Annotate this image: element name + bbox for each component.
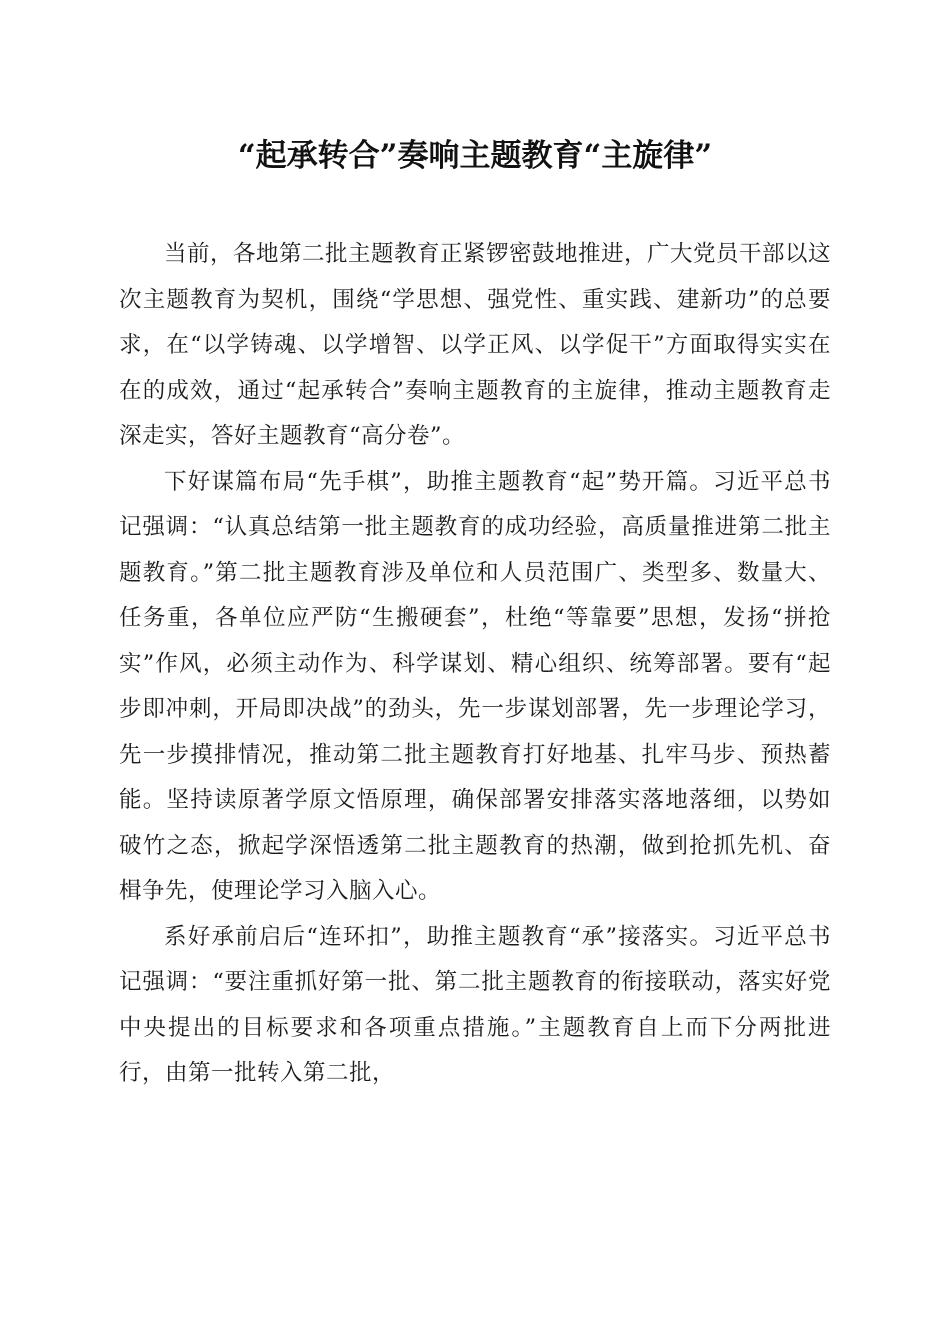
paragraph-intro: 当前，各地第二批主题教育正紧锣密鼓地推进，广大党员干部以这次主题教育为契机，围绕“学思想、强党性、重实践、建新功”的总要求，在“以学铸魂、以学增智、以学正风、以学促干”方面取得实实在在的成效，通过“起承转合”奏响主题教育的主旋律，推动主题教育走深走实，答好主题教育“高分卷”。 [119, 241, 832, 449]
paragraph-cheng: 系好承前启后“连环扣”，助推主题教育“承”接落实。习近平总书记强调：“要注重抓好第一批、第二批主题教育的衔接联动，落实好党中央提出的目标要求和各项重点措施。”主题教育自上而下分两批进行，由第一批转入第二批， [119, 923, 831, 1086]
paragraph-qi: 下好谋篇布局“先手棋”，助推主题教育“起”势开篇。习近平总书记强调：“认真总结第一批主题教育的成功经验，高质量推进第二批主题教育。”第二批主题教育涉及单位和人员范围广、类型多、数量大、任务重，各单位应严防“生搬硬套”，杜绝“等靠要”思想，发扬“拼抢实”作风，必须主动作为、科学谋划、精心组织、统筹部署。要有“起步即冲刺，开局即决战”的劲头，先一步谋划部署，先一步理论学习，先一步摸排情况，推动第二批主题教育打好地基、扎牢马步、预热蓄能。坚持读原著学原文悟原理，确保部署安排落实落地落细，以势如破竹之态，掀起学深悟透第二批主题教育的热潮，做到抢抓先机、奋楫争先，使理论学习入脑入心。 [119, 468, 831, 904]
document-body [119, 232, 831, 1097]
document-title: “起承转合”奏响主题教育“主旋律” [237, 138, 713, 174]
